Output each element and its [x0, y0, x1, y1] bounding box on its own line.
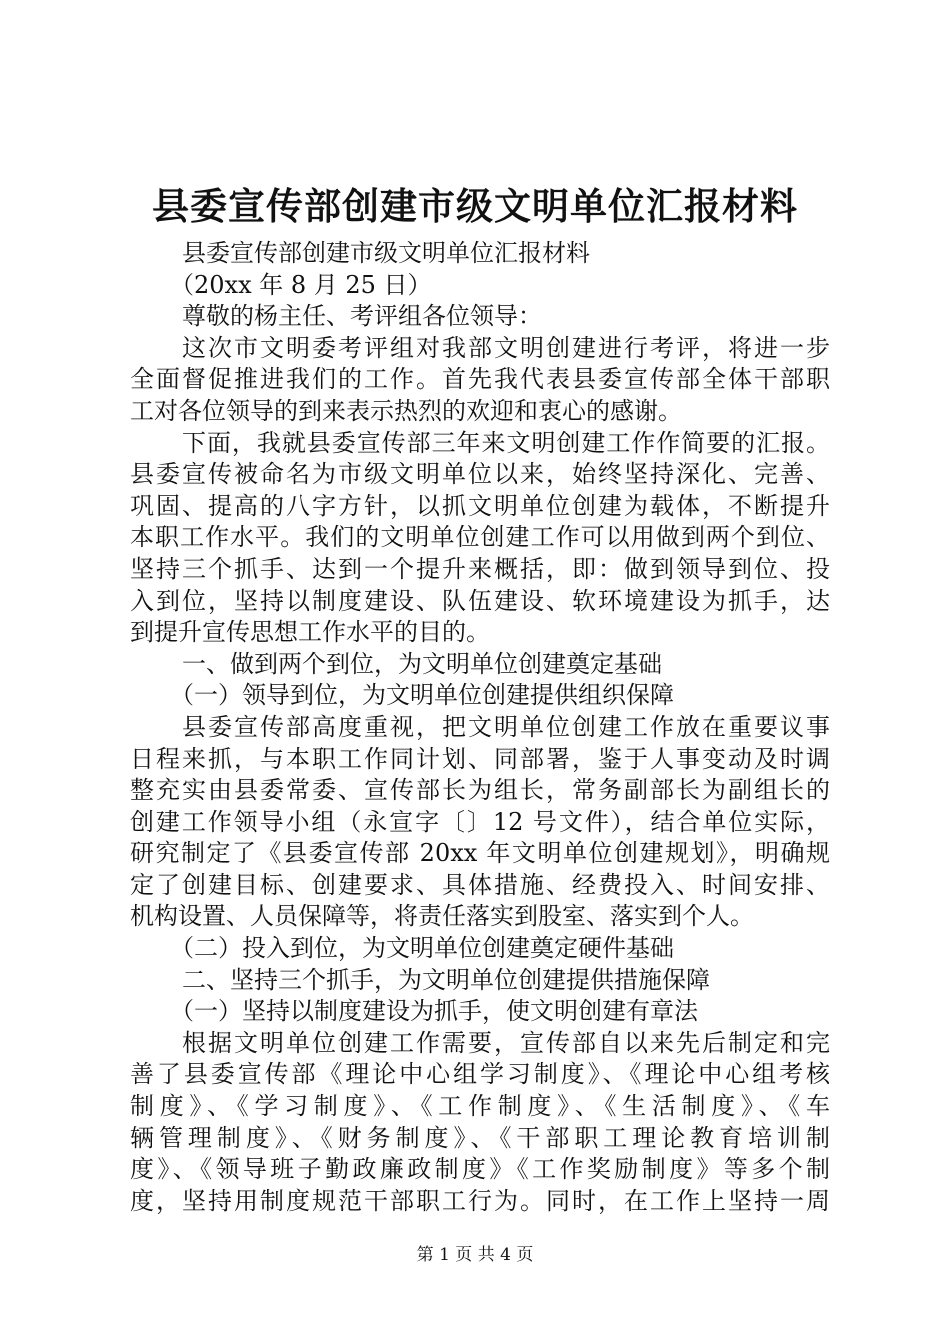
text-line: 创建工作领导小组（永宣字〔〕12 号文件），结合单位实际，	[130, 807, 830, 836]
text-line: 全面督促推进我们的工作。首先我代表县委宣传部全体干部职	[130, 365, 830, 394]
text-line: （20xx 年 8 月 25 日）	[170, 270, 432, 299]
text-line: 研究制定了《县委宣传部 20xx 年文明单位创建规划》，明确规	[130, 839, 830, 868]
text-line: 入到位，坚持以制度建设、队伍建设、软环境建设为抓手，达	[130, 586, 830, 615]
text-line: 二、坚持三个抓手，为文明单位创建提供措施保障	[182, 965, 710, 994]
text-line: 整充实由县委常委、宣传部长为组长，常务副部长为副组长的	[130, 776, 830, 805]
text-line: 巩固、提高的八字方针，以抓文明单位创建为载体，不断提升	[130, 491, 830, 520]
text-line: 尊敬的杨主任、考评组各位领导：	[182, 302, 542, 331]
text-line: 制度》、《学习制度》、《工作制度》、《生活制度》、《车	[130, 1092, 830, 1121]
page-footer: 第 1 页 共 4 页	[416, 1245, 534, 1265]
text-line: 工对各位领导的到来表示热烈的欢迎和衷心的感谢。	[130, 396, 682, 425]
text-line: （一）领导到位，为文明单位创建提供组织保障	[170, 681, 674, 710]
text-line: 本职工作水平。我们的文明单位创建工作可以用做到两个到位、	[130, 523, 830, 552]
text-line: 度，坚持用制度规范干部职工行为。同时，在工作上坚持一周	[130, 1186, 830, 1215]
document-title: 县委宣传部创建市级文明单位汇报材料	[152, 184, 798, 228]
text-line: 下面，我就县委宣传部三年来文明创建工作作简要的汇报。	[182, 428, 830, 457]
text-line: 日程来抓，与本职工作同计划、同部署，鉴于人事变动及时调	[130, 744, 830, 773]
text-line: （一）坚持以制度建设为抓手，使文明创建有章法	[170, 997, 698, 1026]
text-line: 辆管理制度》、《财务制度》、《干部职工理论教育培训制	[130, 1123, 830, 1152]
text-line: 这次市文明委考评组对我部文明创建进行考评，将进一步	[182, 333, 830, 362]
text-line: 机构设置、人员保障等，将责任落实到股室、落实到个人。	[130, 902, 754, 931]
text-line: 县委宣传被命名为市级文明单位以来，始终坚持深化、完善、	[130, 460, 830, 489]
text-line: 县委宣传部高度重视，把文明单位创建工作放在重要议事	[182, 712, 830, 741]
text-line: 到提升宣传思想工作水平的目的。	[130, 618, 490, 647]
text-line: 一、做到两个到位，为文明单位创建奠定基础	[182, 649, 662, 678]
document-body	[130, 238, 830, 1217]
text-line: 善了县委宣传部《理论中心组学习制度》、《理论中心组考核	[130, 1060, 830, 1089]
text-line: 度》、《领导班子勤政廉政制度》《工作奖励制度》等多个制	[130, 1155, 830, 1184]
text-line: 根据文明单位创建工作需要，宣传部自以来先后制定和完	[182, 1028, 830, 1057]
text-line: 县委宣传部创建市级文明单位汇报材料	[182, 239, 590, 267]
text-line: 坚持三个抓手、达到一个提升来概括，即：做到领导到位、投	[130, 554, 830, 583]
text-line: 定了创建目标、创建要求、具体措施、经费投入、时间安排、	[130, 870, 830, 899]
text-line: （二）投入到位，为文明单位创建奠定硬件基础	[170, 934, 674, 963]
